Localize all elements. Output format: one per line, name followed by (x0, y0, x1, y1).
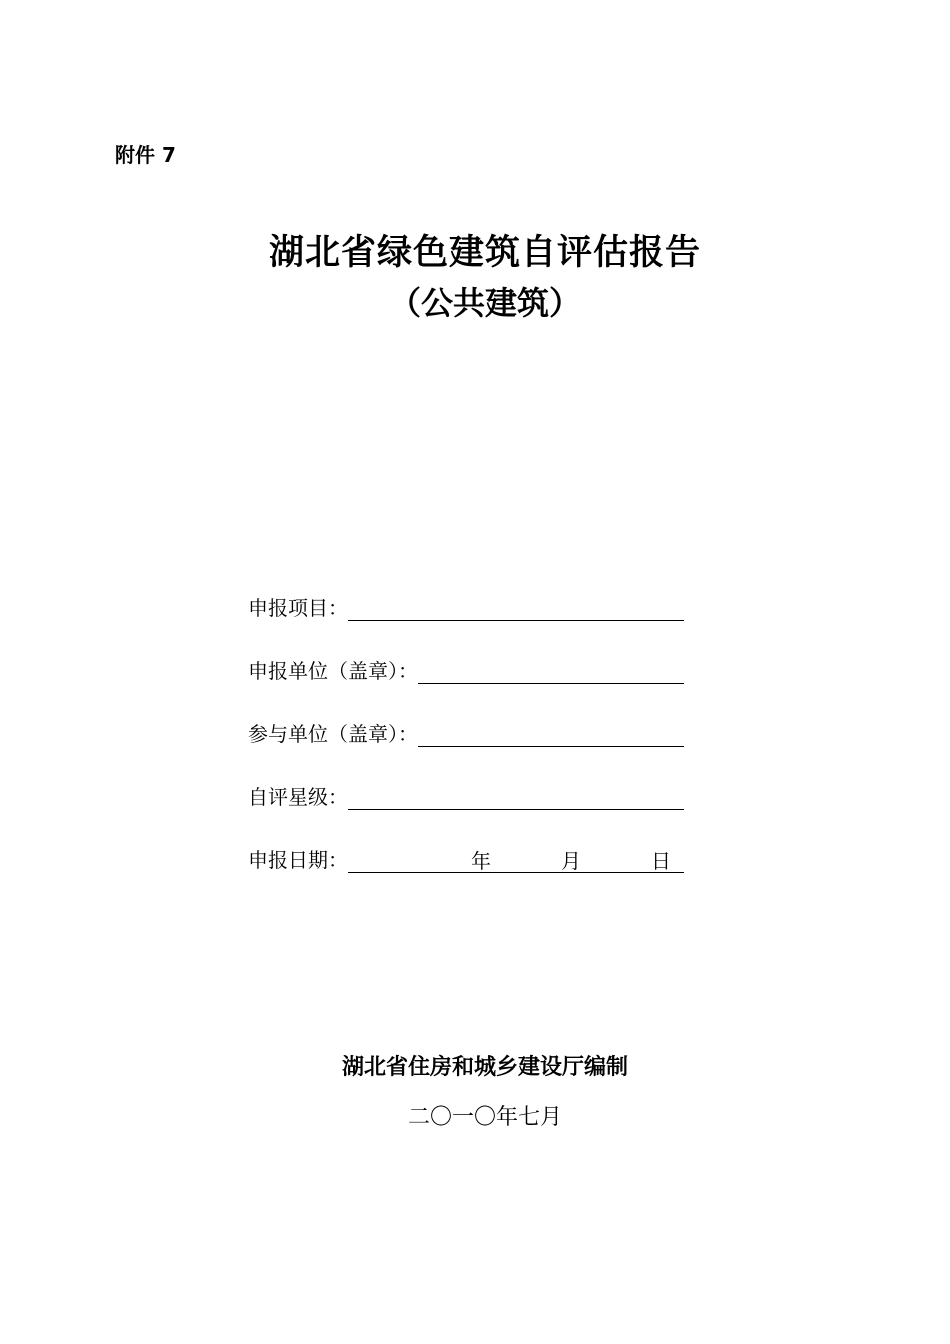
document-title: 湖北省绿色建筑自评估报告 (268, 233, 701, 273)
applicant-row (248, 623, 684, 686)
project-label: 申报项目： (248, 596, 348, 620)
rating-label: 自评星级： (248, 785, 348, 809)
attachment-label: 附件 7 (115, 143, 176, 167)
application-form (248, 560, 684, 875)
compiler-text: 湖北省住房和城乡建设厅编制 (341, 1055, 628, 1080)
rating-field[interactable] (348, 785, 684, 810)
date-label: 申报日期： (248, 848, 348, 872)
applicant-field[interactable] (418, 659, 684, 684)
project-field[interactable] (348, 596, 684, 621)
day-unit: 日 (651, 849, 671, 873)
footer (0, 1052, 950, 1134)
rating-row (248, 749, 684, 812)
year-unit: 年 (471, 849, 491, 873)
date-row (248, 812, 684, 875)
document-subtitle: （公共建筑） (388, 284, 581, 322)
applicant-label: 申报单位（盖章）： (248, 659, 418, 683)
participant-row (248, 686, 684, 749)
date-field[interactable] (348, 846, 684, 873)
month-unit: 月 (561, 849, 581, 873)
publish-date: 二〇一〇年七月 (407, 1105, 562, 1130)
participant-label: 参与单位（盖章）： (248, 722, 418, 746)
title-block (0, 228, 950, 328)
participant-field[interactable] (418, 722, 684, 747)
project-row (248, 560, 684, 623)
